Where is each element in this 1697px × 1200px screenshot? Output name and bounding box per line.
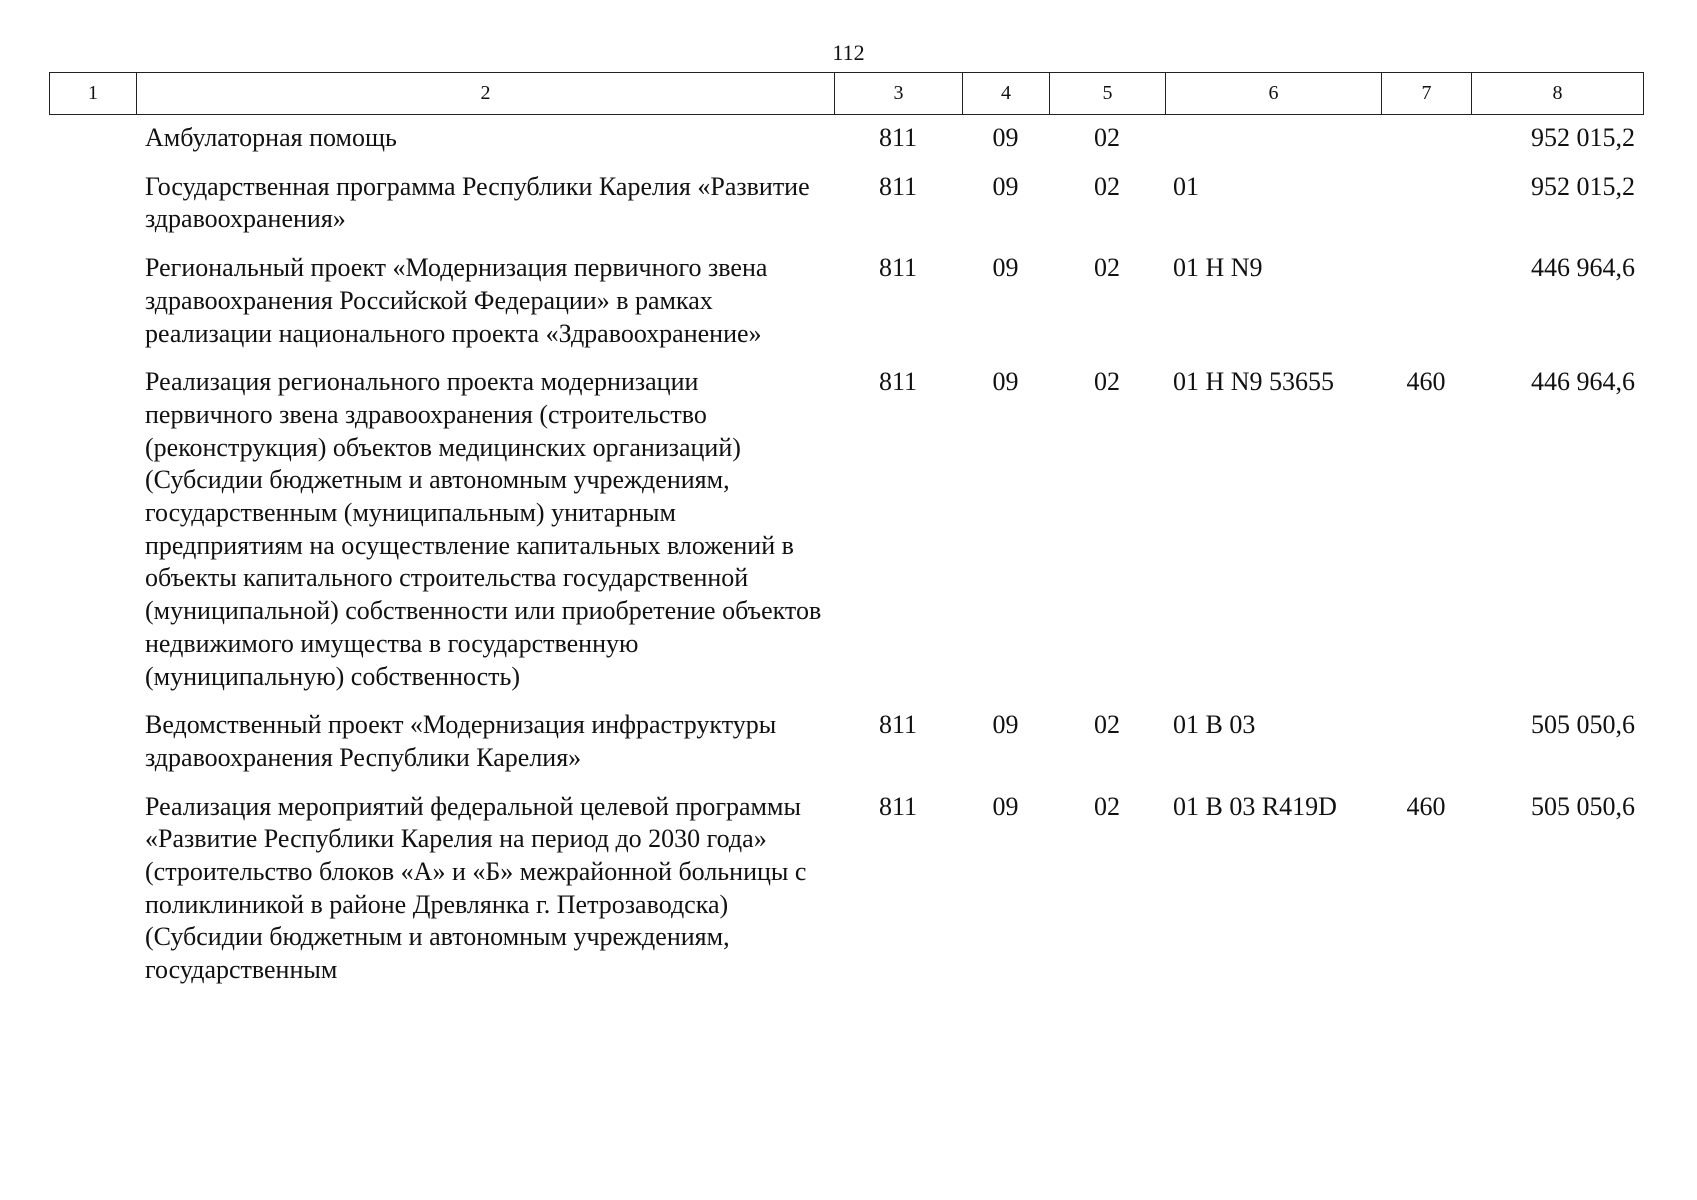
budget-table [49,122,1643,1003]
row-empty-cell [49,252,136,366]
row-empty-cell [49,366,136,709]
row-section: 09 [992,253,1019,283]
header-col-8: 8 [1472,73,1644,115]
table-row [49,366,1643,709]
row-empty-cell [49,171,136,252]
table-row [49,122,1643,171]
row-expense-type [1381,122,1471,171]
table-row [49,709,1643,790]
table-row [49,252,1643,366]
row-section: 09 [992,123,1019,152]
row-amount: 446 964,6 [1531,253,1635,283]
header-col-1: 1 [50,73,137,115]
row-ministry-code: 811 [878,367,918,397]
row-empty-cell [49,709,136,790]
row-target-code: 01 В 03 R419D [1173,791,1337,821]
header-row [50,73,1644,115]
row-subsection: 02 [1094,253,1120,283]
header-col-3: 3 [835,73,963,115]
row-name: Реализация мероприятий федеральной целевой программы «Развитие Республики Карелия на период до 2030 года» (строительство блоков «А» и «Б» межрайонной больницы с поликлиникой в районе Древлянка г. Петрозаводска) (Субсидии бюджетным и автономным учреждениям, государственным [145,791,807,985]
row-target-code: 01 В 03 [1173,710,1256,740]
row-section: 09 [992,367,1019,397]
column-number-header [49,72,1644,115]
row-target-code: 01 [1173,171,1199,201]
row-subsection: 02 [1094,171,1120,201]
row-subsection: 02 [1094,791,1120,821]
table-row [49,171,1643,252]
row-empty-cell [49,791,136,1003]
row-amount: 952 015,2 [1531,123,1635,152]
row-ministry-code: 811 [878,171,918,201]
row-name: Реализация регионального проекта модернизации первичного звена здравоохранения (строительство (реконструкция) объектов медицинских организаций) (Субсидии бюджетным и автономным учреждениям, государственным (муниципальным) унитарным предприятиям на осуществление капитальных вложений в объекты капитального строительства государственной (муниципальной) собственности или приобретение объектов недвижимого имущества в государственную (муниципальную) собственность) [145,367,822,691]
row-amount: 505 050,6 [1531,710,1635,740]
row-expense-type [1381,709,1471,790]
row-empty-cell [49,122,136,171]
row-name: Ведомственный проект «Модернизация инфраструктуры здравоохранения Республики Карелия» [145,710,777,772]
row-subsection: 02 [1094,367,1120,397]
row-ministry-code: 811 [878,123,918,152]
row-name: Региональный проект «Модернизация первичного звена здравоохранения Российской Федерации» в рамках реализации национального проекта «Здравоохранение» [145,253,768,348]
page-number: 112 [832,40,865,65]
row-section: 09 [992,791,1019,821]
header-col-6: 6 [1166,73,1382,115]
row-target-code: 01 Н N9 [1173,253,1263,283]
row-subsection: 02 [1094,123,1120,152]
header-col-4: 4 [963,73,1050,115]
row-section: 09 [992,171,1019,201]
row-expense-type [1381,171,1471,252]
row-amount: 446 964,6 [1531,367,1635,397]
row-name: Амбулаторная помощь [145,123,397,152]
row-expense-type: 460 [1406,367,1446,397]
row-expense-type: 460 [1406,791,1446,821]
row-amount: 952 015,2 [1531,171,1635,201]
row-expense-type [1381,252,1471,366]
header-col-5: 5 [1050,73,1166,115]
header-col-2: 2 [137,73,835,115]
table-row [49,791,1643,1003]
row-ministry-code: 811 [878,791,918,821]
row-ministry-code: 811 [878,710,918,740]
row-ministry-code: 811 [878,253,918,283]
row-amount: 505 050,6 [1531,791,1635,821]
row-target-code [1165,122,1381,171]
row-name: Государственная программа Республики Карелия «Развитие здравоохранения» [145,171,810,234]
row-section: 09 [992,710,1019,740]
header-col-7: 7 [1382,73,1472,115]
row-target-code: 01 Н N9 53655 [1173,367,1335,397]
row-subsection: 02 [1094,710,1120,740]
